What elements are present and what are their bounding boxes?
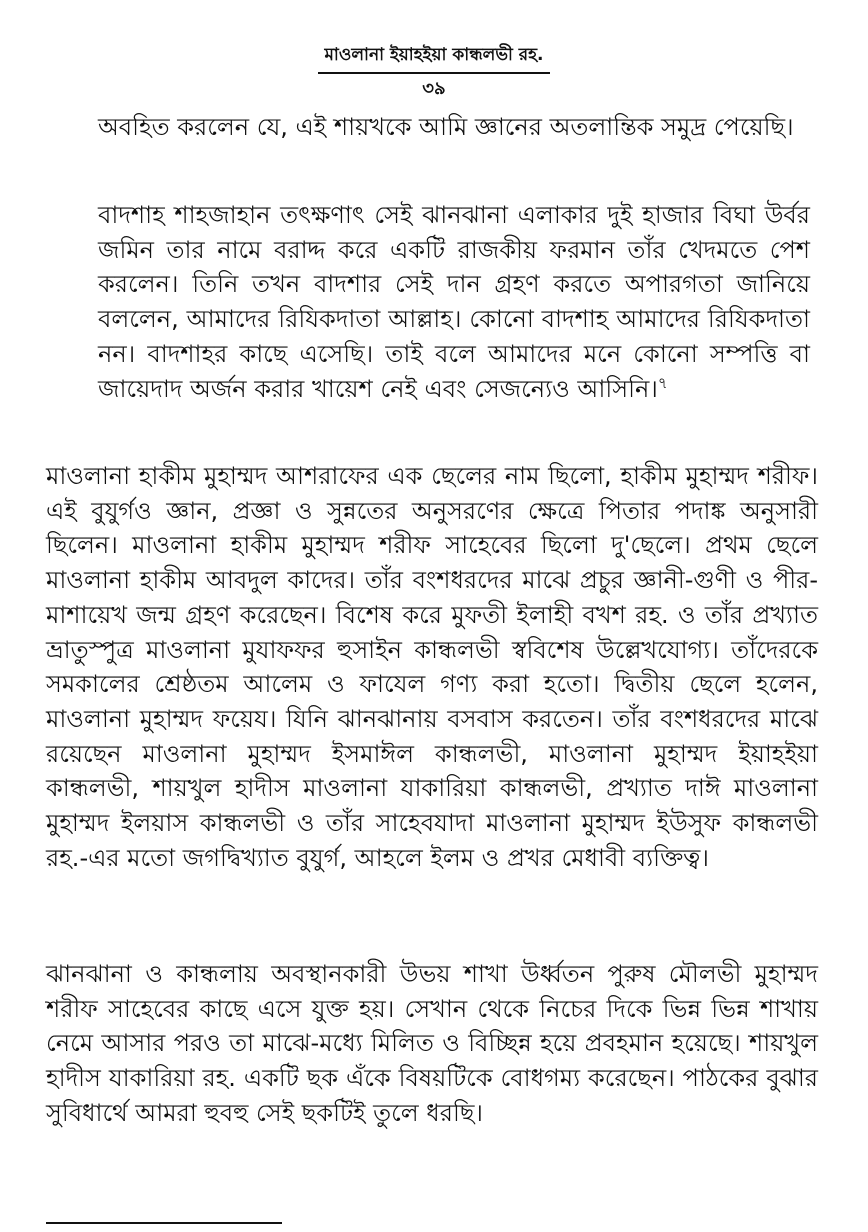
body-paragraph-1: মাওলানা হাকীম মুহাম্মদ আশরাফের এক ছেলের নাম ছিলো, হাকীম মুহাম্মদ শরীফ। এই বুযুর্গও জ্ঞান, প্রজ্ঞা ও সুন্নতের অনুসরণের ক্ষেত্রে পিতার পদাঙ্ক অনুসারী ছিলেন। মাওলানা হাকীম মুহাম্মদ শরীফ সাহেবের ছিলো দু'ছেলে। প্রথম ছেলে মাওলানা হাকীম আবদুল কাদের। তাঁর বংশধরদের মাঝে প্রচুর জ্ঞানী-গুণী ও পীর-মাশায়েখ জন্ম গ্রহণ করেছেন। বিশেষ করে মুফতী ইলাহী বখশ রহ. ও তাঁর প্রখ্যাত ভ্রাতুস্পুত্র মাওলানা মুযাফফর হুসাইন কান্ধলভী স্ববিশেষ উল্লেখযোগ্য। তাঁদেরকে সমকালের শ্রেষ্ঠতম আলেম ও ফাযেল গণ্য করা হতো। দ্বিতীয় ছেলে হলেন, মাওলানা মুহাম্মদ ফয়েয। যিনি ঝানঝানায় বসবাস করতেন। তাঁর বংশধরদের মাঝে রয়েছেন মাওলানা মুহাম্মদ ইসমাঈল কান্ধলভী, মাওলানা মুহাম্মদ ইয়াহইয়া কান্ধলভী, শায়খুল হাদীস মাওলানা যাকারিয়া কান্ধলভী, প্রখ্যাত দাঈ মাওলানা মুহাম্মদ ইলয়াস কান্ধলভী ও তাঁর সাহেবযাদা মাওলানা মুহাম্মদ ইউসুফ কান্ধলভী রহ.-এর মতো জগদ্বিখ্যাত বুযুর্গ, আহলে ইলম ও প্রখর মেধাবী ব্যক্তিত্ব। [46,462,818,872]
quote-paragraph-2 [98,198,810,406]
running-title: মাওলানা ইয়াহইয়া কান্ধলভী রহ. [318,42,549,74]
running-header [0,42,868,74]
quote-paragraph-1: অবহিত করলেন যে, এই শায়খকে আমি জ্ঞানের অতলান্তিক সমুদ্র পেয়েছি। [98,113,794,141]
body-paragraph-2: ঝানঝানা ও কান্ধলায় অবস্থানকারী উভয় শাখা উর্ধ্বতন পুরুষ মৌলভী মুহাম্মদ শরীফ সাহেবের কাছে এসে যুক্ত হয়। সেখান থেকে নিচের দিকে ভিন্ন ভিন্ন শাখায় নেমে আসার পরও তা মাঝে-মধ্যে মিলিত ও বিচ্ছিন্ন হয়ে প্রবহমান হয়েছে। শায়খুল হাদীস যাকারিয়া রহ. একটি ছক এঁকে বিষয়টিকে বোধগম্য করেছেন। পাঠকের বুঝার সুবিধার্থে আমরা হুবহু সেই ছকটিই তুলে ধরছি। [46,960,818,1127]
quote-paragraph-2-text: বাদশাহ শাহজাহান তৎক্ষণাৎ সেই ঝানঝানা এলাকার দুই হাজার বিঘা উর্বর জমিন তার নামে বরাদ্দ করে একটি রাজকীয় ফরমান তাঁর খেদমতে পেশ করলেন। তিনি তখন বাদশার সেই দান গ্রহণ করতে অপারগতা জানিয়ে বললেন, আমাদের রিযিকদাতা আল্লাহ। কোনো বাদশাহ আমাদের রিযিকদাতা নন। বাদশাহর কাছে এসেছি। তাই বলে আমাদের মনে কোনো সম্পত্তি বা জায়েদাদ অর্জন করার খায়েশ নেই এবং সেজন্যেও আসিনি। [98,201,810,403]
footnote-reference[interactable]: ৭ [657,373,668,392]
footnote-divider [46,1222,282,1224]
page-number: ৩৯ [422,78,446,99]
